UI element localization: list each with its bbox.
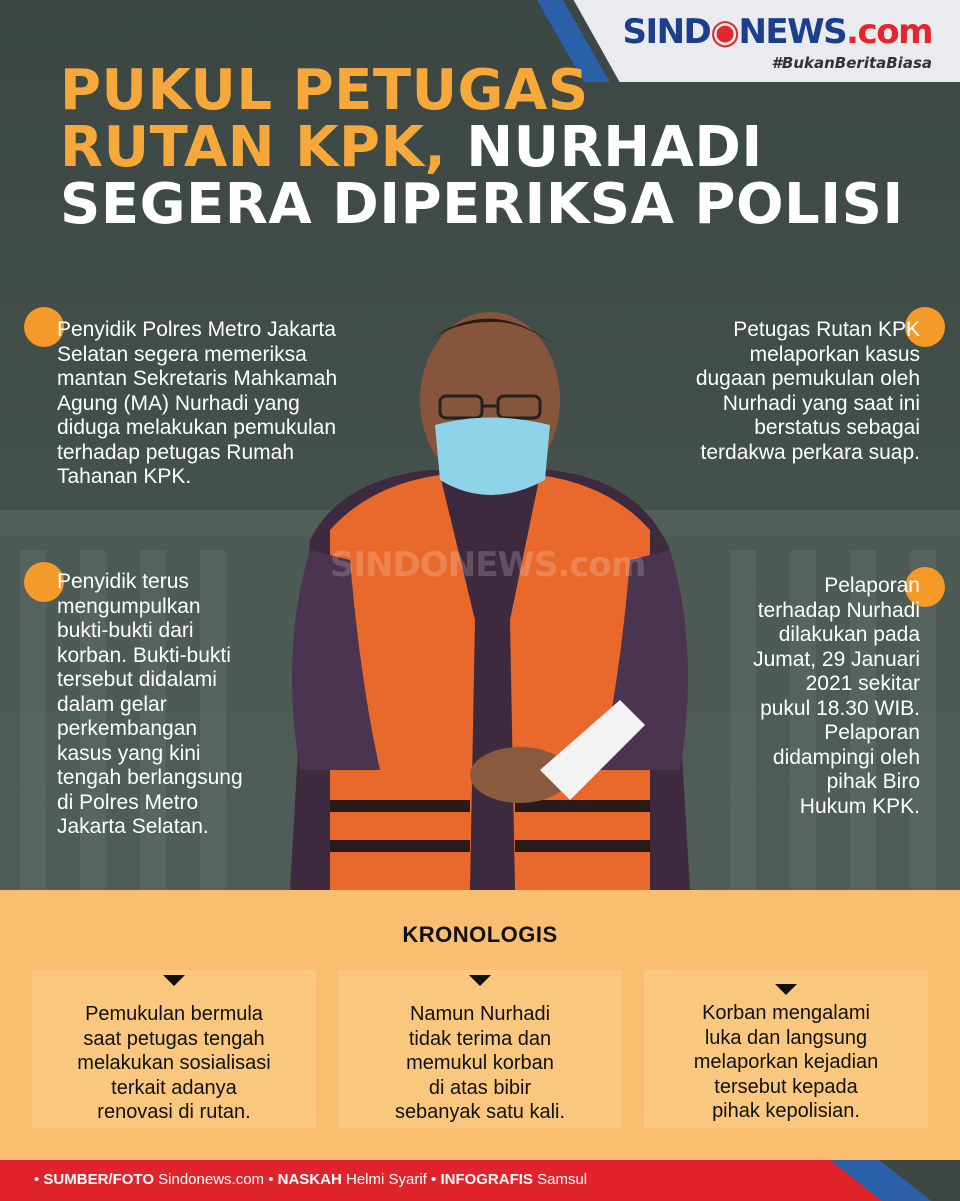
logo-o-icon: ◉: [710, 12, 739, 52]
triangle-down-icon: [469, 975, 491, 986]
kronologis-box-3: Korban mengalami luka dan langsung melaporkan kejadian tersebut kepada pihak kepolisian.: [644, 970, 928, 1128]
footer-infografis-label: INFOGRAFIS: [440, 1171, 533, 1188]
headline-line-3: SEGERA DIPERIKSA POLISI: [60, 172, 904, 237]
logo-wordmark: SIND◉NEWS.com: [622, 12, 932, 52]
kronologis-box-1: Pemukulan bermula saat petugas tengah melakukan sosialisasi terkait adanya renovasi di rutan.: [32, 970, 316, 1128]
footer-sumber-label: SUMBER/FOTO: [43, 1171, 154, 1188]
paragraph-top-right: Petugas Rutan KPK melaporkan kasus dugaan pemukulan oleh Nurhadi yang saat ini berstatus sebagai terdakwa perkara suap.: [695, 318, 920, 464]
footer-sumber-value: Sindonews.com: [158, 1171, 265, 1188]
headline: [60, 58, 920, 237]
headline-line-1: PUKUL PETUGAS: [60, 58, 589, 123]
triangle-down-icon: [775, 984, 797, 995]
footer-infografis-value: Samsul: [537, 1171, 588, 1188]
kronologis-box-2: Namun Nurhadi tidak terima dan memukul korban di atas bibir sebanyak satu kali.: [338, 970, 622, 1128]
headline-line-2: RUTAN KPK, NURHADI: [60, 115, 763, 180]
footer-naskah-value: Helmi Syarif: [345, 1171, 427, 1188]
footer-credits: • SUMBER/FOTO Sindonews.com • NASKAH Helmi Syarif • INFOGRAFIS Samsul: [0, 1160, 960, 1201]
paragraph-bottom-left: Penyidik terus mengumpulkan bukti-bukti dari korban. Bukti-bukti tersebut didalami dalam gelar perkembangan kasus yang kini tengah berlangsung di Polres Metro Jakarta Selatan.: [57, 570, 243, 838]
paragraph-bottom-right: Pelaporan terhadap Nurhadi dilakukan pada Jumat, 29 Januari 2021 sekitar pukul 18.30 WIB. Pelaporan didampingi oleh pihak Biro Hukum KPK.: [753, 574, 920, 818]
kronologis-title: KRONOLOGIS: [402, 922, 558, 947]
logo-tagline: #BukanBeritaBiasa: [771, 54, 932, 72]
footer-naskah-label: NASKAH: [277, 1171, 342, 1188]
triangle-down-icon: [163, 975, 185, 986]
watermark: SINDONEWS.com: [330, 545, 646, 585]
paragraph-top-left: Penyidik Polres Metro Jakarta Selatan segera memeriksa mantan Sekretaris Mahkamah Agung (MA) Nurhadi yang diduga melakukan pemukulan terhadap petugas Rumah Tahanan KPK.: [57, 318, 338, 488]
